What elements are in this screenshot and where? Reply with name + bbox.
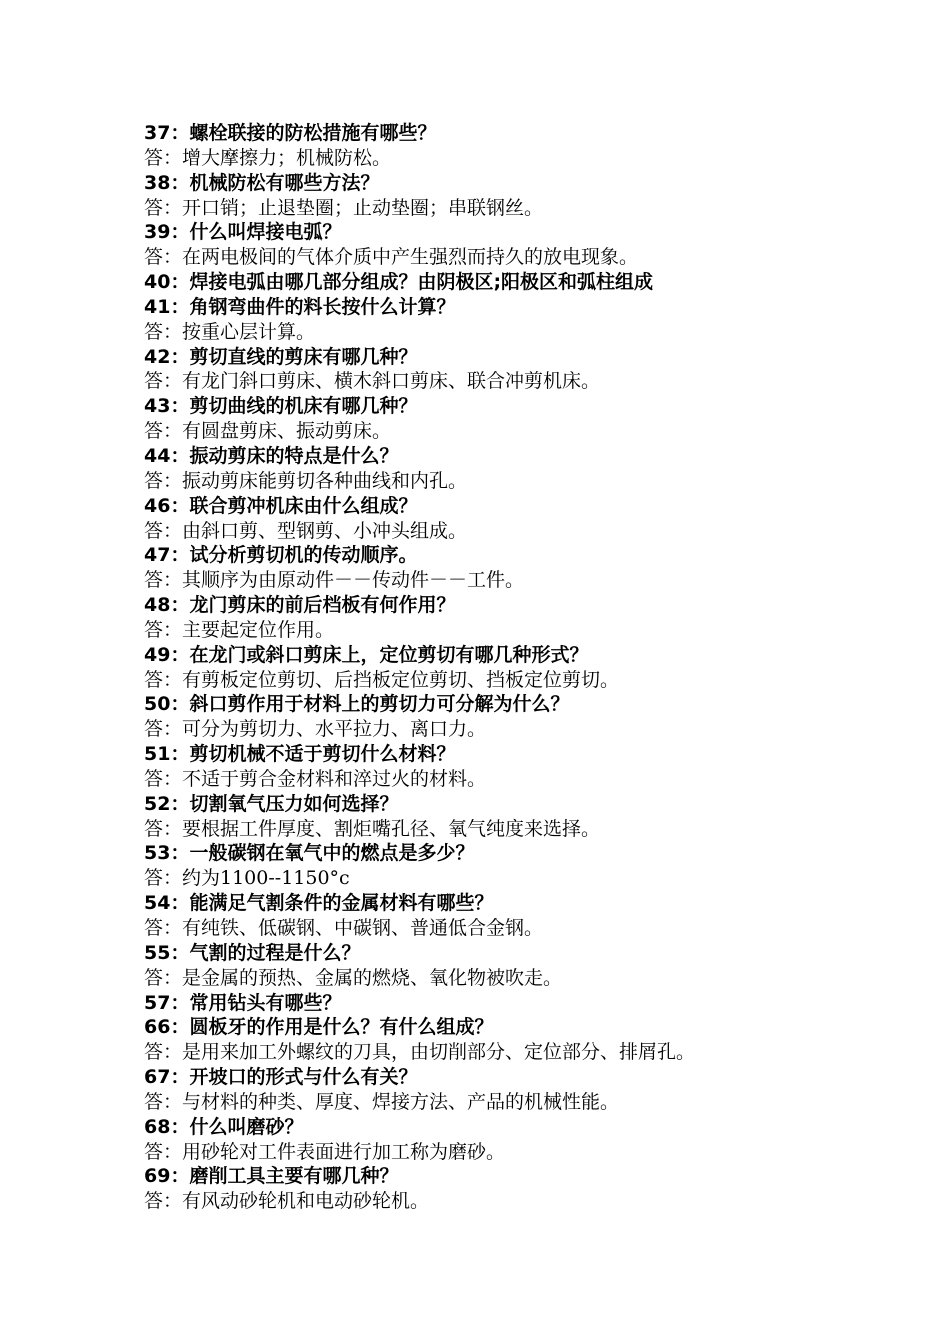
question-line: 40：焊接电弧由哪几部分组成？由阴极区;阳极区和弧柱组成 xyxy=(144,271,654,294)
question-line: 55：气割的过程是什么？ xyxy=(144,941,361,964)
question-line: 43：剪切曲线的机床有哪几种？ xyxy=(144,395,418,418)
question-line: 66：圆板牙的作用是什么？有什么组成？ xyxy=(144,1016,494,1039)
answer-line: 答：有风动砂轮机和电动砂轮机。 xyxy=(144,1190,430,1213)
question-line: 46：联合剪冲机床由什么组成？ xyxy=(144,494,418,517)
answer-line: 答：有剪板定位剪切、后挡板定位剪切、挡板定位剪切。 xyxy=(144,668,620,691)
question-line: 50：斜口剪作用于材料上的剪切力可分解为什么？ xyxy=(144,693,570,716)
question-line: 44：振动剪床的特点是什么？ xyxy=(144,444,399,467)
question-line: 68：什么叫磨砂？ xyxy=(144,1115,304,1138)
question-line: 51：剪切机械不适于剪切什么材料？ xyxy=(144,743,456,766)
answer-line: 答：其顺序为由原动件－－传动件－－工件。 xyxy=(144,569,525,592)
question-line: 37：螺栓联接的防松措施有哪些？ xyxy=(144,122,437,144)
answer-line: 答：主要起定位作用。 xyxy=(144,618,335,641)
question-line: 69：磨削工具主要有哪几种？ xyxy=(144,1165,399,1188)
answer-line: 答：可分为剪切力、水平拉力、离口力。 xyxy=(144,718,487,741)
question-line: 47：试分析剪切机的传动顺序。 xyxy=(144,544,418,567)
answer-line: 答：有龙门斜口剪床、横木斜口剪床、联合冲剪机床。 xyxy=(144,370,601,393)
answer-line: 答：约为1100--1150°c xyxy=(144,867,350,890)
question-line: 38：机械防松有哪些方法？ xyxy=(144,171,380,194)
question-line: 39：什么叫焊接电弧？ xyxy=(144,221,342,244)
answer-line: 答：用砂轮对工件表面进行加工称为磨砂。 xyxy=(144,1140,506,1163)
document-body xyxy=(144,121,924,1214)
question-line: 53：一般碳钢在氧气中的燃点是多少？ xyxy=(144,842,475,865)
answer-line: 答：开口销；止退垫圈；止动垫圈；串联钢丝。 xyxy=(144,196,544,219)
question-line: 42：剪切直线的剪床有哪几种？ xyxy=(144,345,418,368)
answer-line: 答：在两电极间的气体介质中产生强烈而持久的放电现象。 xyxy=(144,246,639,269)
question-line: 57：常用钻头有哪些？ xyxy=(144,991,342,1014)
question-line: 54：能满足气割条件的金属材料有哪些？ xyxy=(144,892,494,915)
answer-line: 答：有圆盘剪床、振动剪床。 xyxy=(144,420,392,443)
answer-line: 答：有纯铁、低碳钢、中碳钢、普通低合金钢。 xyxy=(144,917,544,939)
answer-line: 答：振动剪床能剪切各种曲线和内孔。 xyxy=(144,469,468,492)
answer-line: 答：与材料的种类、厚度、焊接方法、产品的机械性能。 xyxy=(144,1090,620,1113)
question-line: 41：角钢弯曲件的料长按什么计算？ xyxy=(144,295,456,318)
answer-line: 答：增大摩擦力；机械防松。 xyxy=(144,146,392,169)
question-line: 52：切割氧气压力如何选择？ xyxy=(144,792,399,815)
answer-line: 答：是用来加工外螺纹的刀具，由切削部分、定位部分、排屑孔。 xyxy=(144,1041,696,1064)
question-line: 67：开坡口的形式与什么有关？ xyxy=(144,1066,418,1089)
answer-line: 答：不适于剪合金材料和淬过火的材料。 xyxy=(144,767,487,790)
answer-line: 答：是金属的预热、金属的燃烧、氧化物被吹走。 xyxy=(144,966,563,989)
question-line: 49：在龙门或斜口剪床上，定位剪切有哪几种形式？ xyxy=(144,643,589,666)
answer-line: 答：按重心层计算。 xyxy=(144,320,316,343)
answer-line: 答：由斜口剪、型钢剪、小冲头组成。 xyxy=(144,519,468,542)
question-line: 48：龙门剪床的前后档板有何作用？ xyxy=(144,594,456,617)
answer-line: 答：要根据工件厚度、割炬嘴孔径、氧气纯度来选择。 xyxy=(144,817,601,840)
